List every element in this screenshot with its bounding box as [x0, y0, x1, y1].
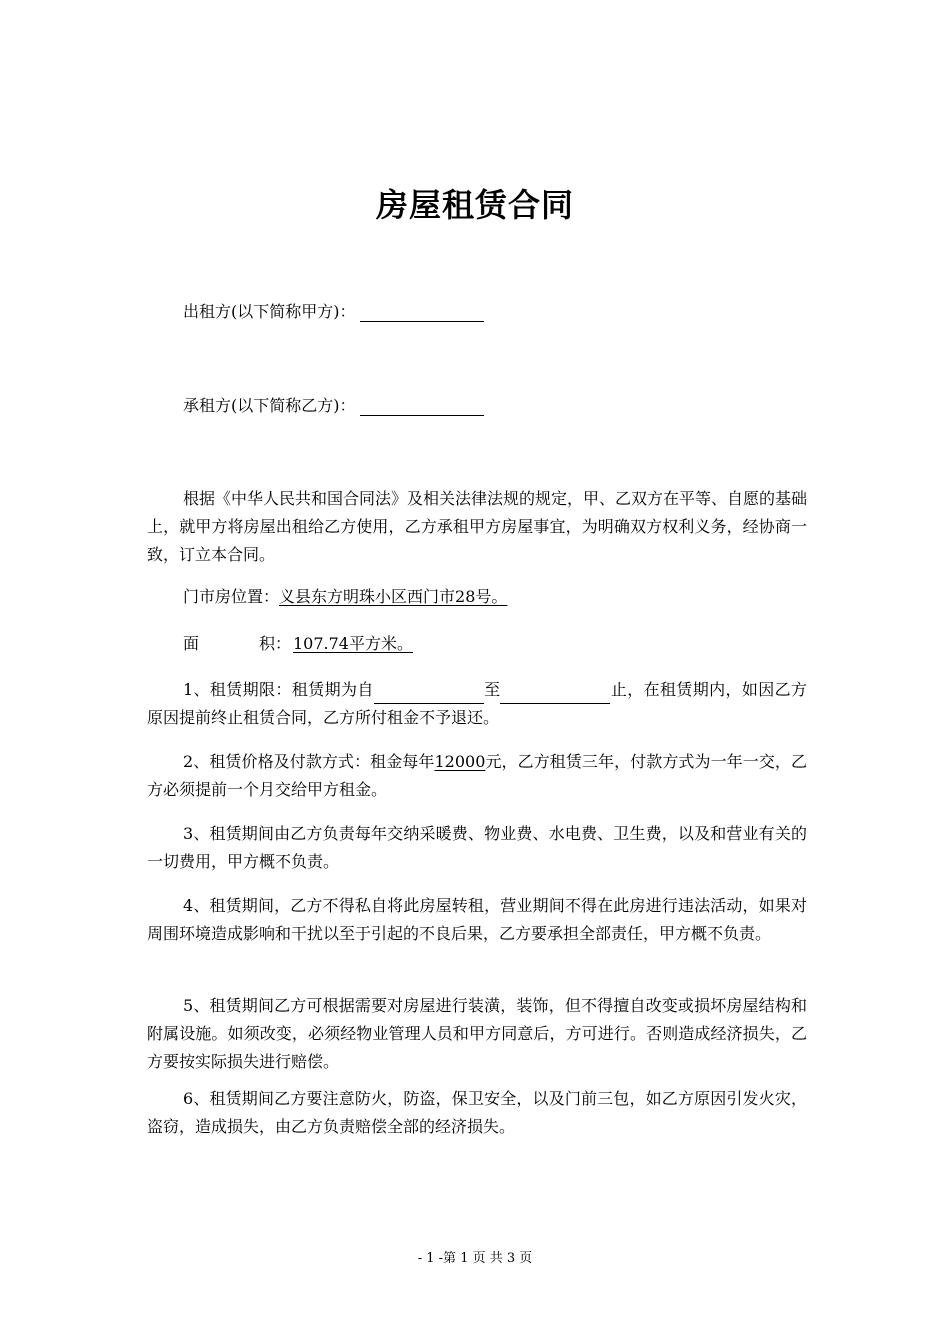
lessee-blank: [360, 399, 484, 416]
clause-6: 6、租赁期间乙方要注意防火，防盗，保卫安全，以及门前三包，如乙方原因引发火灾，盗窃，造成损失，由乙方负责赔偿全部的经济损失。: [147, 1089, 807, 1136]
lessee-label: 承租方(以下简称乙方)：: [183, 396, 356, 415]
lease-start-blank: [374, 687, 484, 704]
clause-5: 5、租赁期间乙方可根据需要对房屋进行装潢，装饰，但不得擅自改变或损坏房屋结构和附属设施。如须改变，必须经物业管理人员和甲方同意后，方可进行。否则造成经济损失，乙方要按实际损失进行赔偿。: [147, 996, 807, 1071]
clause-2-end: 元，乙方租赁三年，付款方式为一年一交，乙方必须提前一个月交给甲方租金。: [147, 752, 807, 799]
clause-1-end: 止，在租赁期内，如因乙方原因提前终止租赁合同，乙方所付租金不予退还。: [147, 680, 807, 727]
clause-2-start: 2、租赁价格及付款方式：租金每年: [183, 752, 435, 771]
location-field: [183, 584, 507, 607]
lessee-field: [183, 393, 484, 416]
clause-3: 3、租赁期间由乙方负责每年交纳采暖费、物业费、水电费、卫生费，以及和营业有关的一切费用，甲方概不负责。: [147, 824, 807, 871]
area-label-part2: 积：: [259, 634, 292, 653]
page-footer: - 1 -第 1 页 共 3 页: [417, 1251, 533, 1266]
lessor-field: [183, 299, 484, 322]
intro-paragraph: 根据《中华人民共和国合同法》及相关法律法规的规定，甲、乙双方在平等、自愿的基础上，就甲方将房屋出租给乙方使用，乙方承租甲方房屋事宜，为明确双方权利义务，经协商一致，订立本合同。: [147, 489, 808, 564]
location-value: 义县东方明珠小区西门市28号。: [279, 587, 508, 606]
rent-amount: 12000: [434, 752, 486, 771]
area-field: [183, 631, 413, 654]
clause-1: [147, 676, 807, 732]
clause-1-to: 至: [483, 680, 501, 699]
clause-4: 4、租赁期间，乙方不得私自将此房屋转租，营业期间不得在此房进行违法活动，如果对周围环境造成影响和干扰以至于引起的不良后果，乙方要承担全部责任，甲方概不负责。: [147, 896, 807, 943]
lessor-blank: [360, 305, 484, 322]
area-label: [183, 631, 293, 654]
lease-end-blank: [500, 687, 610, 704]
area-value: 107.74平方米。: [293, 634, 413, 653]
clause-1-start: 1、租赁期限：租赁期为自: [183, 680, 374, 699]
area-label-part1: 面: [183, 634, 200, 653]
clause-2: [147, 748, 807, 804]
location-label: 门市房位置：: [183, 587, 280, 606]
lessor-label: 出租方(以下简称甲方)：: [183, 302, 356, 321]
document-title: 房屋租赁合同: [375, 186, 574, 224]
